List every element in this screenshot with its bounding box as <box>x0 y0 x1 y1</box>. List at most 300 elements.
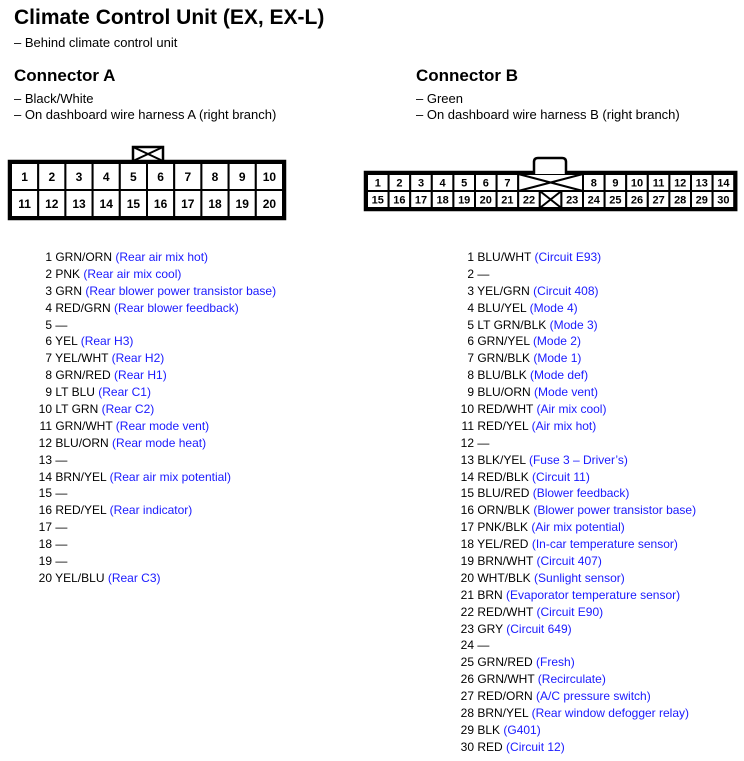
pin-row <box>30 435 276 452</box>
pin-row <box>452 604 696 621</box>
pin-row <box>30 401 276 418</box>
pin-number-label: 5 <box>461 177 468 190</box>
pin-row <box>30 249 276 266</box>
pin-number: 11 <box>461 418 474 433</box>
pin-function: (Mode 1) <box>533 351 582 366</box>
pin-function: (Mode vent) <box>534 385 599 400</box>
pin-function: (Rear air mix potential) <box>109 469 231 484</box>
pin-number: 1 <box>467 250 474 264</box>
pin-row <box>452 705 696 722</box>
pin-number: 17 <box>460 520 474 535</box>
pin-cell <box>497 174 519 191</box>
pin-cell <box>410 174 432 191</box>
pin-cell <box>583 174 605 191</box>
pin-cell <box>626 174 648 191</box>
pin-number: 6 <box>45 334 52 349</box>
wire-color: LT GRN/BLK <box>477 317 547 332</box>
pin-number-label: 10 <box>262 169 277 184</box>
pin-cell <box>147 163 174 190</box>
pin-number: 25 <box>460 655 474 670</box>
pin-function: (Fresh) <box>536 655 575 670</box>
pin-number-label: 6 <box>482 177 489 190</box>
pin-function: (Rear air mix hot) <box>115 250 209 264</box>
pin-number-label: 6 <box>157 169 164 184</box>
pin-cell <box>713 174 735 191</box>
connector-a-pin-list <box>30 249 276 587</box>
wire-color: PNK/BLK <box>477 520 529 535</box>
pin-number: 30 <box>460 739 474 754</box>
pin-row <box>452 536 696 553</box>
pin-number: 2 <box>467 266 474 281</box>
pin-number: 12 <box>38 435 52 450</box>
pin-cell <box>65 163 92 190</box>
pin-row <box>452 384 696 401</box>
pin-row <box>30 536 276 553</box>
pin-number-label: 17 <box>414 194 428 207</box>
wire-color: GRN/ORN <box>55 250 113 264</box>
pin-row <box>30 502 276 519</box>
pin-cell <box>475 174 497 191</box>
pin-row <box>452 300 696 317</box>
pin-number-label: 8 <box>590 177 597 190</box>
pin-row <box>452 283 696 300</box>
pin-function: (Mode 2) <box>532 334 581 349</box>
wire-color: BLK/YEL <box>477 452 526 467</box>
wire-color: YEL/RED <box>477 537 529 552</box>
pin-number: 14 <box>38 469 52 484</box>
pin-function: (Rear blower feedback) <box>114 300 239 315</box>
pin-function: (Fuse 3 – Driver’s) <box>528 452 628 467</box>
pin-row <box>452 570 696 587</box>
pin-number: 20 <box>38 570 52 585</box>
pin-number: 5 <box>467 317 474 332</box>
pin-number-label: 4 <box>439 177 446 190</box>
connector-a-harness-note: – On dashboard wire harness A (right branch) <box>14 107 277 122</box>
pin-number-label: 3 <box>417 177 425 190</box>
pin-cell <box>605 174 627 191</box>
pin-number: 2 <box>45 266 52 281</box>
pin-row <box>452 688 696 705</box>
pin-function: (Air mix potential) <box>531 520 625 535</box>
pin-function: (Mode 4) <box>529 300 578 315</box>
pin-number: 21 <box>460 587 474 602</box>
pin-row <box>452 333 696 350</box>
pin-number-label: 26 <box>630 194 644 207</box>
pin-number-label: 23 <box>566 194 579 207</box>
pin-number: 13 <box>460 452 474 467</box>
pin-number: 17 <box>38 520 52 535</box>
pin-number-label: 7 <box>184 169 192 184</box>
pin-number: 20 <box>460 570 474 585</box>
pin-row <box>452 739 696 756</box>
pin-number: 10 <box>460 402 474 417</box>
pin-row <box>452 485 696 502</box>
pin-row <box>30 384 276 401</box>
wire-color: — <box>55 486 68 501</box>
pin-number-label: 11 <box>18 196 31 211</box>
pin-number: 19 <box>38 554 52 569</box>
wire-color: LT BLU <box>55 385 95 400</box>
pin-number: 10 <box>38 402 52 417</box>
pin-cell <box>38 163 65 190</box>
pin-function: (Circuit 408) <box>533 283 599 298</box>
page-title: Climate Control Unit (EX, EX-L) <box>14 6 325 29</box>
pin-cell <box>626 191 648 208</box>
pin-cell <box>229 163 256 190</box>
pin-cell <box>229 190 256 217</box>
wire-color: BLU/BLK <box>477 368 527 383</box>
pin-number: 3 <box>467 283 474 298</box>
pin-row <box>30 350 276 367</box>
pin-number-label: 7 <box>504 177 511 190</box>
pin-number: 12 <box>460 435 474 450</box>
pin-number-label: 15 <box>371 194 384 207</box>
pin-function: (Recirculate) <box>537 672 606 687</box>
pin-cell <box>367 174 389 191</box>
wire-color: RED/GRN <box>55 300 111 315</box>
pin-function: (Blower power transistor base) <box>533 503 697 518</box>
pin-number-label: 14 <box>717 177 730 190</box>
pin-function: (Mode def) <box>530 368 589 383</box>
pin-number: 4 <box>45 300 52 315</box>
pin-function: (Circuit E90) <box>536 604 604 619</box>
pin-row <box>452 435 696 452</box>
pin-row <box>452 418 696 435</box>
pin-cell <box>713 191 735 208</box>
wire-color: GRN <box>55 283 83 298</box>
pin-row <box>30 519 276 536</box>
pin-row <box>30 317 276 334</box>
wire-color: — <box>55 317 68 332</box>
pin-number-label: 11 <box>652 177 665 190</box>
pin-number-label: 22 <box>522 194 536 207</box>
wire-color: GRN/RED <box>55 368 111 383</box>
pin-number-label: 13 <box>695 177 708 190</box>
wire-color: BLU/YEL <box>477 300 527 315</box>
pin-number: 18 <box>460 537 474 552</box>
pin-function: (Rear window defogger relay) <box>531 706 689 721</box>
pin-function: (Air mix hot) <box>531 418 597 433</box>
pin-number-label: 25 <box>609 194 622 207</box>
pin-number-label: 14 <box>99 196 113 211</box>
pin-function: (Rear C2) <box>101 402 155 417</box>
pin-number: 29 <box>460 722 474 737</box>
wire-color: BLU/WHT <box>477 250 532 264</box>
pin-number-label: 13 <box>72 196 86 211</box>
pin-cell <box>256 190 283 217</box>
pin-cell <box>583 191 605 208</box>
pin-number-label: 5 <box>130 169 137 184</box>
wire-color: YEL/GRN <box>477 283 530 298</box>
pin-number-label: 4 <box>102 169 110 184</box>
pin-row <box>452 587 696 604</box>
wire-color: BLU/ORN <box>55 435 109 450</box>
pin-number-label: 2 <box>396 177 403 190</box>
wire-color: BLK <box>477 722 501 737</box>
pin-function: (Rear H1) <box>114 368 167 383</box>
pin-cell <box>38 190 65 217</box>
pin-number-label: 10 <box>630 177 644 190</box>
pin-row <box>452 519 696 536</box>
pin-function: (Circuit E93) <box>534 250 602 264</box>
wire-color: RED/WHT <box>477 604 534 619</box>
pin-number: 3 <box>45 283 52 298</box>
pin-function: (Circuit 11) <box>532 469 590 484</box>
pin-number: 18 <box>38 537 52 552</box>
wire-color: GRN/WHT <box>477 672 535 687</box>
pin-number: 5 <box>45 317 52 332</box>
pin-cell <box>410 191 432 208</box>
wire-color: — <box>55 452 68 467</box>
pin-number: 1 <box>45 250 52 264</box>
wire-color: — <box>55 520 68 535</box>
pin-function: (Rear indicator) <box>109 503 193 518</box>
pin-number: 8 <box>467 368 474 383</box>
wire-color: BLU/RED <box>477 486 530 501</box>
pin-number: 13 <box>38 452 52 467</box>
pin-function: (A/C pressure switch) <box>536 689 651 704</box>
pin-cell <box>93 163 120 190</box>
pin-cell <box>174 190 201 217</box>
pin-function: (G401) <box>503 722 541 737</box>
pin-cell <box>11 163 38 190</box>
wire-color: — <box>477 266 490 281</box>
pin-number-label: 19 <box>235 196 249 211</box>
pin-row <box>452 722 696 739</box>
pin-number: 16 <box>460 503 474 518</box>
pin-number: 7 <box>467 351 474 366</box>
wire-color: PNK <box>55 266 81 281</box>
pin-number-label: 16 <box>153 196 168 211</box>
pin-function: (Rear H2) <box>111 351 165 366</box>
pin-cell <box>147 190 174 217</box>
wire-color: BRN/YEL <box>55 469 107 484</box>
pin-number-label: 3 <box>75 169 83 184</box>
pin-number: 11 <box>39 418 52 433</box>
pin-cell <box>497 191 519 208</box>
wire-color: GRY <box>477 621 503 636</box>
wire-color: BLU/ORN <box>477 385 531 400</box>
wire-color: YEL/WHT <box>55 351 109 366</box>
pin-row <box>452 249 696 266</box>
wire-color: — <box>55 554 68 569</box>
pin-number-label: 12 <box>45 196 59 211</box>
pin-row <box>452 553 696 570</box>
wire-color: RED/ORN <box>477 689 533 704</box>
pin-number-label: 18 <box>208 196 222 211</box>
pin-cell <box>691 174 713 191</box>
pin-number: 15 <box>460 486 474 501</box>
pin-number-label: 20 <box>479 194 492 207</box>
pin-cell <box>120 190 147 217</box>
pin-function: (Circuit 649) <box>506 621 572 636</box>
pin-cell <box>174 163 201 190</box>
pin-row <box>30 452 276 469</box>
pin-function: (Rear mode vent) <box>115 418 210 433</box>
pin-row <box>452 401 696 418</box>
pin-number: 9 <box>45 385 52 400</box>
pin-row <box>30 300 276 317</box>
connector-b-lock-tab <box>534 158 566 174</box>
pin-row <box>30 418 276 435</box>
wire-color: GRN/RED <box>477 655 533 670</box>
pin-number-label: 15 <box>126 196 141 211</box>
pin-function: (Air mix cool) <box>536 402 607 417</box>
pin-cell <box>256 163 283 190</box>
pin-number-label: 30 <box>717 194 730 207</box>
pin-number: 24 <box>460 638 474 653</box>
pin-cell <box>669 191 691 208</box>
wire-color: — <box>55 537 68 552</box>
pin-row <box>30 553 276 570</box>
pin-cell <box>201 190 228 217</box>
pin-function: (Rear C1) <box>98 385 151 400</box>
pin-row <box>452 266 696 283</box>
pin-number-label: 19 <box>458 194 471 207</box>
pin-number: 6 <box>467 334 474 349</box>
pin-row <box>452 367 696 384</box>
connector-a-color-note: – Black/White <box>14 91 94 106</box>
pin-function: (Rear H3) <box>80 334 134 349</box>
pin-function: (Mode 3) <box>549 317 598 332</box>
wire-color: — <box>477 638 490 653</box>
connector-b-color-note: – Green <box>416 91 463 106</box>
wire-color: GRN/WHT <box>55 418 113 433</box>
wire-color: ORN/BLK <box>477 503 531 518</box>
pin-number: 22 <box>460 604 474 619</box>
connector-a-diagram <box>0 0 744 230</box>
pin-cell <box>648 174 670 191</box>
pin-number-label: 9 <box>612 177 619 190</box>
wire-color: YEL <box>55 334 78 349</box>
pin-cell <box>691 191 713 208</box>
pin-number-label: 21 <box>501 194 514 207</box>
pin-row <box>30 485 276 502</box>
pin-cell <box>669 174 691 191</box>
connector-a-heading: Connector A <box>14 66 116 85</box>
pin-number-label: 28 <box>674 194 687 207</box>
wire-color: GRN/YEL <box>477 334 530 349</box>
pin-cell <box>11 190 38 217</box>
pin-row <box>452 469 696 486</box>
pin-number: 9 <box>467 385 474 400</box>
pin-row <box>30 266 276 283</box>
pin-number: 16 <box>38 503 52 518</box>
pin-row <box>30 469 276 486</box>
connector-b-pin-list <box>452 249 696 756</box>
pin-cell <box>432 174 454 191</box>
pin-number-label: 18 <box>436 194 449 207</box>
pin-number-label: 24 <box>587 194 600 207</box>
pin-number-label: 1 <box>21 169 28 184</box>
pin-number: 8 <box>45 368 52 383</box>
pin-cell <box>453 174 475 191</box>
wire-color: YEL/BLU <box>55 570 105 585</box>
pin-cell <box>389 191 411 208</box>
wire-color: BRN <box>477 587 503 602</box>
pin-number: 28 <box>460 706 474 721</box>
pin-cell <box>453 191 475 208</box>
pin-row <box>452 654 696 671</box>
wire-color: RED/YEL <box>477 418 529 433</box>
wire-color: — <box>477 435 490 450</box>
pin-number-label: 17 <box>181 196 195 211</box>
wire-color: GRN/BLK <box>477 351 531 366</box>
pin-number: 19 <box>460 554 474 569</box>
connector-b-harness-note: – On dashboard wire harness B (right branch) <box>416 107 680 122</box>
pin-function: (Rear air mix cool) <box>83 266 182 281</box>
pin-cell <box>432 191 454 208</box>
wire-color: LT GRN <box>55 402 99 417</box>
pin-cell <box>518 191 540 208</box>
pin-row <box>30 570 276 587</box>
wire-color: BRN/YEL <box>477 706 529 721</box>
wire-color: RED/WHT <box>477 402 534 417</box>
pin-number-label: 1 <box>374 177 381 190</box>
pin-number-label: 27 <box>652 194 665 207</box>
pin-function: (Rear mode heat) <box>112 435 207 450</box>
pin-number: 14 <box>460 469 474 484</box>
pin-function: (Evaporator temperature sensor) <box>506 587 681 602</box>
wire-color: BRN/WHT <box>477 554 534 569</box>
location-note: – Behind climate control unit <box>14 35 178 50</box>
pin-number: 7 <box>45 351 52 366</box>
pin-function: (In-car temperature sensor) <box>531 537 678 552</box>
pin-number: 27 <box>460 689 474 704</box>
pin-row <box>452 621 696 638</box>
wire-color: WHT/BLK <box>477 570 531 585</box>
pin-row <box>452 502 696 519</box>
pin-number: 15 <box>38 486 52 501</box>
pin-cell <box>120 163 147 190</box>
pin-row <box>452 317 696 334</box>
pin-row <box>452 452 696 469</box>
pin-cell <box>561 191 583 208</box>
connector-b-heading: Connector B <box>416 66 518 85</box>
pin-function: (Circuit 407) <box>536 554 602 569</box>
pin-cell <box>648 191 670 208</box>
pin-row <box>452 637 696 654</box>
pin-number-label: 9 <box>238 169 246 184</box>
pin-cell <box>65 190 92 217</box>
pin-cell <box>389 174 411 191</box>
pin-function: (Rear blower power transistor base) <box>85 283 277 298</box>
pin-number: 4 <box>467 300 474 315</box>
pin-number-label: 12 <box>674 177 687 190</box>
pin-function: (Sunlight sensor) <box>534 570 625 585</box>
pin-function: (Circuit 12) <box>506 739 565 754</box>
pin-cell <box>201 163 228 190</box>
pin-row <box>30 283 276 300</box>
pin-cell <box>367 191 389 208</box>
pin-cell <box>93 190 120 217</box>
pin-function: (Rear C3) <box>107 570 161 585</box>
pin-row <box>30 333 276 350</box>
pin-number-label: 16 <box>393 194 406 207</box>
wire-color: RED <box>477 739 503 754</box>
pin-cell <box>605 191 627 208</box>
pin-number: 26 <box>460 672 474 687</box>
pin-row <box>452 671 696 688</box>
pin-number: 23 <box>460 621 474 636</box>
pin-row <box>30 367 276 384</box>
pin-cell <box>475 191 497 208</box>
pin-number-label: 8 <box>211 169 219 184</box>
wire-color: RED/BLK <box>477 469 529 484</box>
pin-row <box>452 350 696 367</box>
pin-number-label: 2 <box>48 169 56 184</box>
pin-function: (Blower feedback) <box>532 486 630 501</box>
